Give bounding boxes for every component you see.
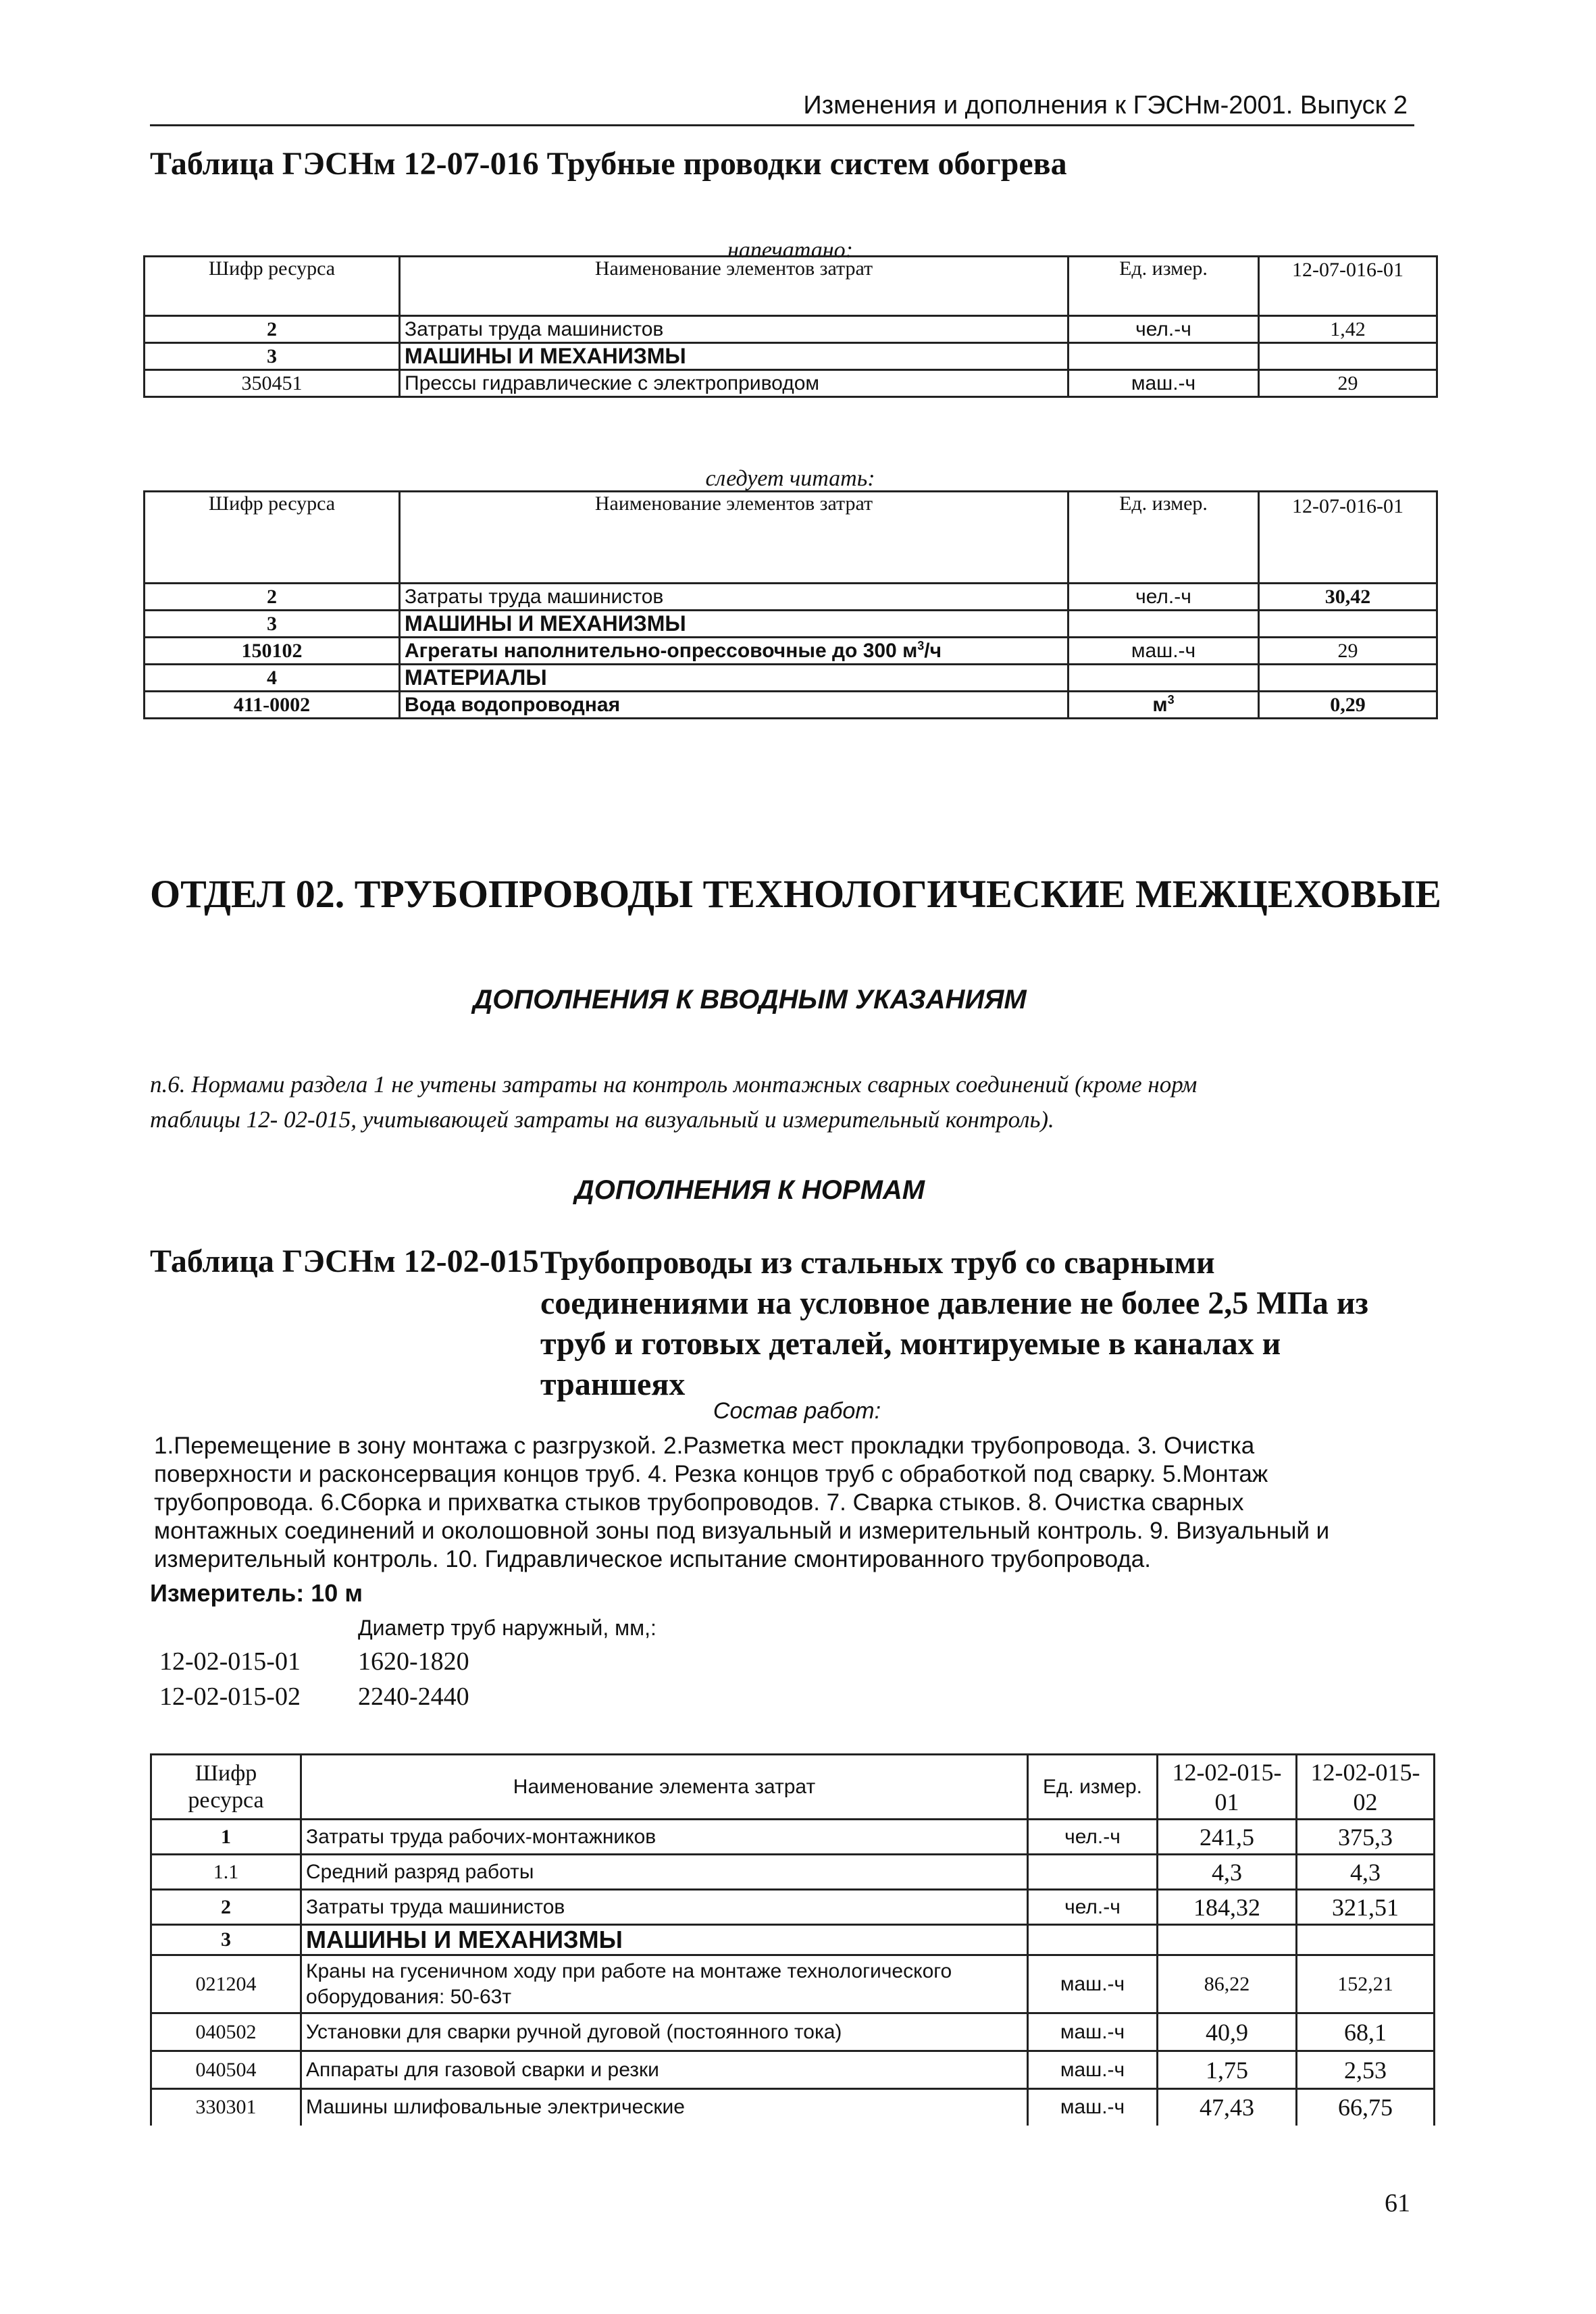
row-value xyxy=(1259,343,1437,370)
row-unit: маш.-ч xyxy=(1069,638,1259,665)
row-name: Затраты труда машинистов xyxy=(301,1890,1028,1925)
row-code: 330301 xyxy=(151,2089,301,2126)
table1-correct xyxy=(143,490,1438,719)
row-unit: чел.-ч xyxy=(1028,1890,1158,1925)
row-code: 3 xyxy=(145,343,400,370)
table2-title-line: траншеях xyxy=(540,1366,686,1402)
printed-caption: напечатано: xyxy=(727,238,853,263)
work-line: измерительный контроль. 10. Гидравлическое испытание смонтированного трубопровода. xyxy=(154,1546,1151,1572)
table-row xyxy=(151,1820,1435,1855)
row-name: МАТЕРИАЛЫ xyxy=(400,665,1069,692)
table2-title-prefix: Таблица ГЭСНм 12-02-015 xyxy=(150,1243,539,1279)
table-row xyxy=(151,1890,1435,1925)
col-unit-header: Ед. измер. xyxy=(1069,257,1259,316)
variant-ranges xyxy=(358,1644,469,1714)
col-name-header: Наименование элементов затрат xyxy=(400,492,1069,584)
table-row xyxy=(151,2013,1435,2051)
table-row xyxy=(145,665,1437,692)
row-name: Прессы гидравлические с электроприводом xyxy=(400,370,1069,397)
work-caption: Состав работ: xyxy=(713,1398,881,1424)
col-unit-header: Ед. измер. xyxy=(1069,492,1259,584)
row-code: 4 xyxy=(145,665,400,692)
row-value-2: 66,75 xyxy=(1297,2089,1435,2126)
row-value: 29 xyxy=(1259,370,1437,397)
diameter-label: Диаметр труб наружный, мм,: xyxy=(358,1616,657,1640)
row-name: Машины шлифовальные электрические xyxy=(301,2089,1028,2126)
row-name: Затраты труда машинистов xyxy=(400,584,1069,611)
table-header-row xyxy=(145,492,1437,584)
row-name: Затраты труда рабочих-монтажников xyxy=(301,1820,1028,1855)
row-code: 2 xyxy=(145,316,400,343)
row-unit: маш.-ч xyxy=(1028,2013,1158,2051)
row-value: 1,42 xyxy=(1259,316,1437,343)
row-code: 3 xyxy=(145,611,400,638)
table-row xyxy=(145,584,1437,611)
work-description xyxy=(154,1432,1437,1574)
intro-note-line: п.6. Нормами раздела 1 не учтены затраты на контроль монтажных сварных соединений (кроме норм xyxy=(150,1071,1198,1098)
row-code: 040502 xyxy=(151,2013,301,2051)
row-unit: чел.-ч xyxy=(1028,1820,1158,1855)
table2 xyxy=(150,1753,1435,2126)
col-norm2-header: 12-02-015-02 xyxy=(1297,1755,1435,1820)
correct-caption: следует читать: xyxy=(705,466,875,491)
row-unit: чел.-ч xyxy=(1069,316,1259,343)
row-unit: маш.-ч xyxy=(1069,370,1259,397)
row-code: 040504 xyxy=(151,2051,301,2089)
row-value-2: 375,3 xyxy=(1297,1820,1435,1855)
meter-label: Измеритель: 10 м xyxy=(150,1579,363,1607)
row-code: 350451 xyxy=(145,370,400,397)
row-value-1: 40,9 xyxy=(1158,2013,1297,2051)
table-row xyxy=(151,2051,1435,2089)
row-value: 30,42 xyxy=(1259,584,1437,611)
row-value: 0,29 xyxy=(1259,692,1437,719)
unit-text: м xyxy=(1152,693,1168,716)
table2-title-line: Трубопроводы из стальных труб со сварными xyxy=(540,1245,1215,1281)
table1-title: Таблица ГЭСНм 12-07-016 Трубные проводки систем обогрева xyxy=(150,146,1067,182)
work-line: поверхности и расконсервация концов труб. 4. Резка концов труб с обработкой под сварку. 5.Монтаж xyxy=(154,1461,1268,1487)
table-row xyxy=(151,1955,1435,2013)
col-norm1-header: 12-02-015-01 xyxy=(1158,1755,1297,1820)
variant-range: 1620-1820 xyxy=(358,1647,469,1676)
row-code: 150102 xyxy=(145,638,400,665)
superscript: 3 xyxy=(917,638,925,652)
col-code-header: Шифр ресурса xyxy=(151,1755,301,1820)
intro-note xyxy=(150,1067,1433,1137)
page-header xyxy=(150,81,1414,126)
table-row xyxy=(145,611,1437,638)
row-value-2: 152,21 xyxy=(1297,1955,1435,2013)
row-value-2: 4,3 xyxy=(1297,1855,1435,1890)
row-value-1: 241,5 xyxy=(1158,1820,1297,1855)
row-unit: чел.-ч xyxy=(1069,584,1259,611)
row-code: 021204 xyxy=(151,1955,301,2013)
row-unit xyxy=(1069,665,1259,692)
row-unit: маш.-ч xyxy=(1028,1955,1158,2013)
table-row xyxy=(145,370,1437,397)
table-row xyxy=(145,316,1437,343)
variant-codes xyxy=(159,1644,301,1714)
row-name-suffix: /ч xyxy=(924,639,942,662)
col-name-header: Наименование элементов затрат xyxy=(400,257,1069,316)
col-code-header: Шифр ресурса xyxy=(145,257,400,316)
row-code: 411-0002 xyxy=(145,692,400,719)
table-header-row xyxy=(151,1755,1435,1820)
row-value xyxy=(1259,665,1437,692)
row-unit xyxy=(1069,343,1259,370)
col-name-header: Наименование элемента затрат xyxy=(301,1755,1028,1820)
row-name: Аппараты для газовой сварки и резки xyxy=(301,2051,1028,2089)
row-code: 2 xyxy=(145,584,400,611)
variant-range: 2240-2440 xyxy=(358,1682,469,1711)
row-code: 1.1 xyxy=(151,1855,301,1890)
section-title: ОТДЕЛ 02. ТРУБОПРОВОДЫ ТЕХНОЛОГИЧЕСКИЕ МЕЖЦЕХОВЫЕ xyxy=(150,872,1441,916)
row-name: МАШИНЫ И МЕХАНИЗМЫ xyxy=(301,1925,1028,1955)
table2-title-line: соединениями на условное давление не более 2,5 МПа из xyxy=(540,1285,1368,1321)
table-row xyxy=(151,1855,1435,1890)
row-value-2: 321,51 xyxy=(1297,1890,1435,1925)
row-value-2: 2,53 xyxy=(1297,2051,1435,2089)
row-name xyxy=(400,638,1069,665)
col-norm-header: 12-07-016-01 xyxy=(1259,257,1437,316)
row-code: 2 xyxy=(151,1890,301,1925)
col-unit-header: Ед. измер. xyxy=(1028,1755,1158,1820)
table-header-row xyxy=(145,257,1437,316)
row-value-1: 1,75 xyxy=(1158,2051,1297,2089)
table1-printed xyxy=(143,255,1438,398)
row-unit xyxy=(1028,1925,1158,1955)
intro-heading: ДОПОЛНЕНИЯ К ВВОДНЫМ УКАЗАНИЯМ xyxy=(473,985,1027,1014)
row-name: МАШИНЫ И МЕХАНИЗМЫ xyxy=(400,611,1069,638)
row-value-1 xyxy=(1158,1925,1297,1955)
table-row xyxy=(151,2089,1435,2126)
row-value-1: 184,32 xyxy=(1158,1890,1297,1925)
row-name: Средний разряд работы xyxy=(301,1855,1028,1890)
table2-title-line: труб и готовых деталей, монтируемые в каналах и xyxy=(540,1326,1281,1362)
work-line: трубопровода. 6.Сборка и прихватка стыков трубопроводов. 7. Сварка стыков. 8. Очистка сварных xyxy=(154,1489,1244,1516)
row-unit xyxy=(1069,611,1259,638)
table-row xyxy=(145,692,1437,719)
row-name: Краны на гусеничном ходу при работе на монтаже технологического оборудования: 50-63т xyxy=(301,1955,1028,2013)
variant-code: 12-02-015-01 xyxy=(159,1647,301,1676)
row-name: Затраты труда машинистов xyxy=(400,316,1069,343)
header-title: Изменения и дополнения к ГЭСНм-2001. Выпуск 2 xyxy=(803,91,1408,120)
row-name-text: Агрегаты наполнительно-опрессовочные до 300 м xyxy=(405,639,918,662)
table2-title xyxy=(540,1243,1368,1405)
row-value: 29 xyxy=(1259,638,1437,665)
col-norm-header: 12-07-016-01 xyxy=(1259,492,1437,584)
page-number: 61 xyxy=(1385,2189,1410,2217)
variant-code: 12-02-015-02 xyxy=(159,1682,301,1711)
row-value-2: 68,1 xyxy=(1297,2013,1435,2051)
table-row xyxy=(145,638,1437,665)
table-row xyxy=(145,343,1437,370)
superscript: 3 xyxy=(1167,692,1175,706)
row-unit: маш.-ч xyxy=(1028,2051,1158,2089)
row-unit: маш.-ч xyxy=(1028,2089,1158,2126)
row-code: 3 xyxy=(151,1925,301,1955)
work-line: 1.Перемещение в зону монтажа с разгрузкой. 2.Разметка мест прокладки трубопровода. 3. Очистка xyxy=(154,1433,1255,1459)
row-value-1: 47,43 xyxy=(1158,2089,1297,2126)
row-value-1: 86,22 xyxy=(1158,1955,1297,2013)
norms-heading: ДОПОЛНЕНИЯ К НОРМАМ xyxy=(574,1175,925,1205)
col-code-header: Шифр ресурса xyxy=(145,492,400,584)
row-name: Установки для сварки ручной дуговой (постоянного тока) xyxy=(301,2013,1028,2051)
row-unit xyxy=(1069,692,1259,719)
row-name: Вода водопроводная xyxy=(400,692,1069,719)
intro-note-line: таблицы 12- 02-015, учитывающей затраты на визуальный и измерительный контроль). xyxy=(150,1106,1054,1133)
row-value-1: 4,3 xyxy=(1158,1855,1297,1890)
row-value-2 xyxy=(1297,1925,1435,1955)
row-unit xyxy=(1028,1855,1158,1890)
table-row xyxy=(151,1925,1435,1955)
work-line: монтажных соединений и околошовной зоны под визуальный и измерительный контроль. 9. Визуальный и xyxy=(154,1518,1330,1544)
row-value xyxy=(1259,611,1437,638)
row-code: 1 xyxy=(151,1820,301,1855)
row-name: МАШИНЫ И МЕХАНИЗМЫ xyxy=(400,343,1069,370)
